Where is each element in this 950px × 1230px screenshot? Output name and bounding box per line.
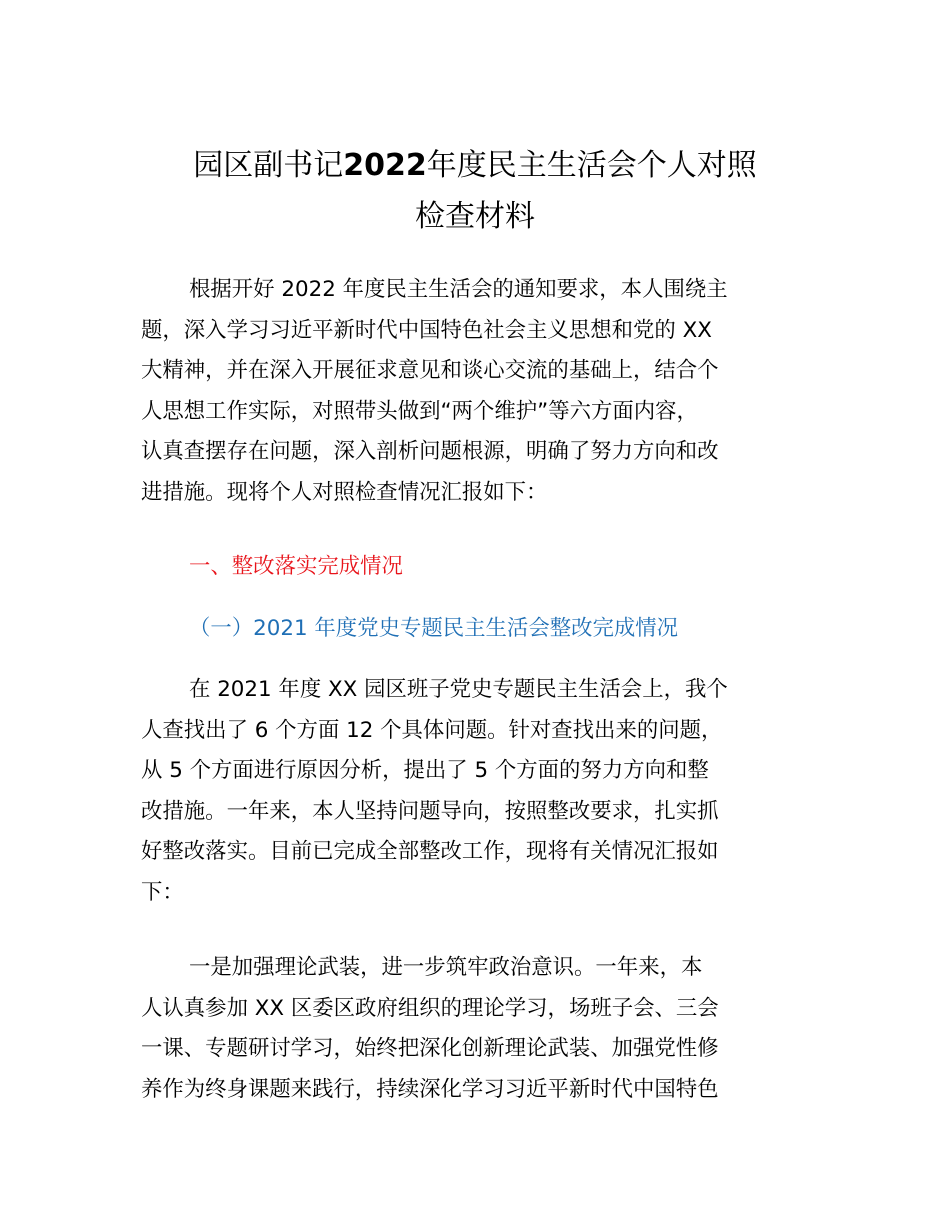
para2-line-5: 好整改落实。目前已完成全部整改工作，现将有关情况汇报如 [141,839,719,864]
paragraph-3 [141,948,813,1110]
para3-line-1: 一是加强理论武装，进一步筑牢政治意识。一年来，本 [189,955,703,980]
intro-line-3: 大精神，并在深入开展征求意见和谈心交流的基础上，结合个 [141,358,719,383]
paragraph-2 [141,670,813,913]
intro-line-4: 人思想工作实际，对照带头做到“两个维护”等六方面内容， [141,398,698,424]
intro-line-5: 认真查摆存在问题，深入剖析问题根源，明确了努力方向和改 [141,439,719,464]
intro-line-2: 题，深入学习习近平新时代中国特色社会主义思想和党的 XX [141,317,712,343]
document-title-line2: 检查材料 [415,199,535,234]
title-suffix: 年度民主生活会个人对照 [426,148,757,183]
para2-line-2: 人查找出了 6 个方面 12 个具体问题。针对查找出来的问题， [141,717,723,743]
intro-paragraph [141,270,813,513]
intro-line-1: 根据开好 2022 年度民主生活会的通知要求，本人围绕主 [189,277,728,302]
para3-line-3: 一课、专题研讨学习，始终把深化创新理论武装、加强党性修 [141,1036,719,1061]
para3-line-4: 养作为终身课题来践行，持续深化学习习近平新时代中国特色 [141,1076,719,1102]
title-year: 2022 [343,148,427,183]
intro-line-6: 进措施。现将个人对照检查情况汇报如下： [141,479,548,505]
para2-line-4: 改措施。一年来，本人坚持问题导向，按照整改要求，扎实抓 [141,798,719,824]
subsection-heading-1: （一）2021 年度党史专题民主生活会整改完成情况 [189,616,679,641]
para3-line-2: 人认真参加 XX 区委区政府组织的理论学习，场班子会、三会 [141,995,719,1021]
title-prefix: 园区副书记 [193,148,344,183]
section-heading-1: 一、整改落实完成情况 [189,554,403,579]
para2-line-1: 在 2021 年度 XX 园区班子党史专题民主生活会上，我个 [189,677,728,702]
para2-line-6: 下： [141,879,184,905]
para2-line-3: 从 5 个方面进行原因分析，提出了 5 个方面的努力方向和整 [141,758,709,783]
document-title-line1 [120,142,830,190]
